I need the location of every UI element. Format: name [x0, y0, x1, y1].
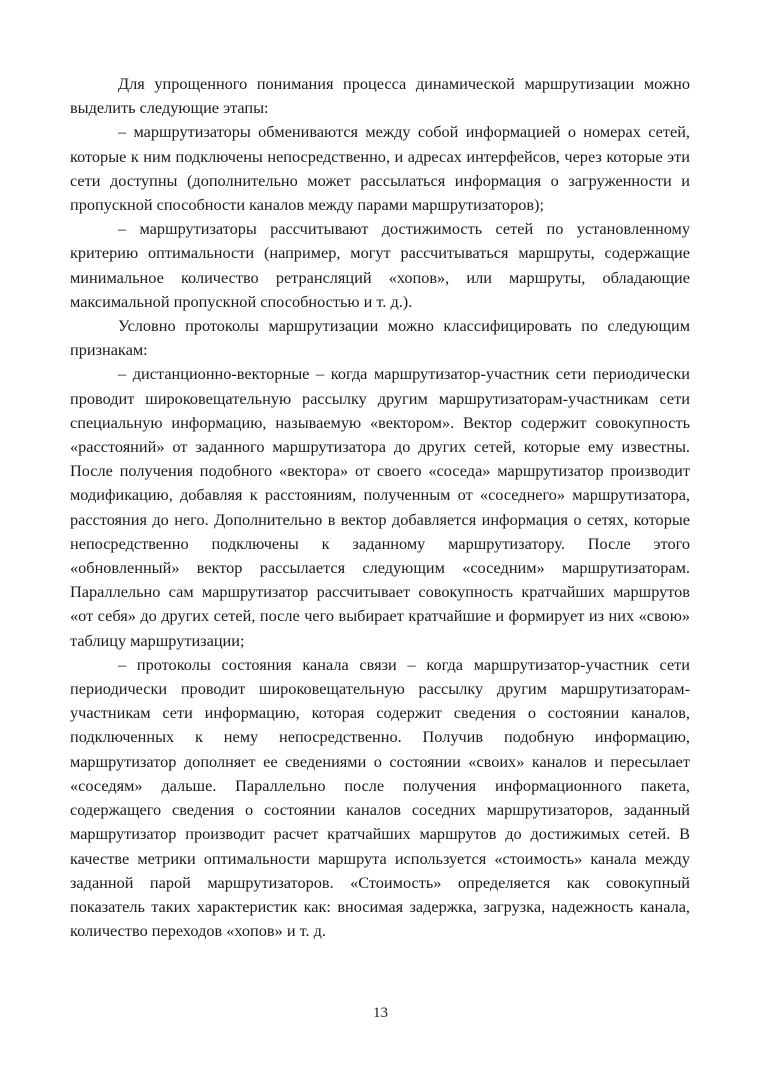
list-item-distance-vector: – дистанционно-векторные – когда маршрутизатор-участник сети периодически проводит широковещательную рассылку другим маршрутизаторам-участникам сети специальную информацию, называемую «вектором». Вектор содержит совокупность «расстояний» от заданного маршрутизатора до других сетей, которые ему известны. После получения подобного «вектора» от своего «соседа» маршрутизатор производит модификацию, добавляя к расстояниям, полученным от «соседнего» маршрутизатора, расстояния до него. Дополнительно в вектор добавляется информация о сетях, которые непосредственно подключены к заданному маршрутизатору. После этого «обновленный» вектор рассылается следующим «соседним» маршрутизаторам. Параллельно сам маршрутизатор рассчитывает совокупность кратчайших маршрутов «от себя» до других сетей, после чего выбирает кратчайшие и формирует из них «свою» таблицу маршрутизации;	[70, 364, 690, 650]
main-text	[70, 72, 690, 943]
page-number: 13	[373, 1005, 388, 1021]
paragraph-intro: Для упрощенного понимания процесса динамической маршрутизации можно выделить следующие этапы:	[70, 74, 690, 118]
paragraph-classification: Условно протоколы маршрутизации можно классифицировать по следующим признакам:	[70, 316, 690, 360]
list-item-calculation: – маршрутизаторы рассчитывают достижимость сетей по установленному критерию оптимальности (например, могут рассчитываться маршруты, содержащие минимальное количество ретрансляций «хопов», или маршруты, обладающие максимальной пропускной способностью и т. д.).	[70, 219, 690, 311]
list-item-exchange: – маршрутизаторы обмениваются между собой информацией о номерах сетей, которые к ним подключены непосредственно, и адресах интерфейсов, через которые эти сети доступны (дополнительно может рассылаться информация о загруженности и пропускной способности каналов между парами маршрутизаторов);	[70, 122, 690, 215]
list-item-link-state: – протоколы состояния канала связи – когда маршрутизатор-участник сети периодически проводит широковещательную рассылку другим маршрутизаторам-участникам сети информацию, которая содержит сведения о состоянии каналов, подключенных к нему непосредственно. Получив подобную информацию, маршрутизатор дополняет ее сведениями о состоянии «своих» каналов и пересылает «соседям» дальше. Параллельно после получения информационного пакета, содержащего сведения о состоянии каналов соседних маршрутизаторов, заданный маршрутизатор производит расчет кратчайших маршрутов до достижимых сетей. В качестве метрики оптимальности маршрута используется «стоимость» канала между заданной парой маршрутизаторов. «Стоимость» определяется как совокупный показатель таких характеристик как: вносимая задержка, загрузка, надежность канала, количество переходов «хопов» и т. д.	[70, 654, 690, 941]
